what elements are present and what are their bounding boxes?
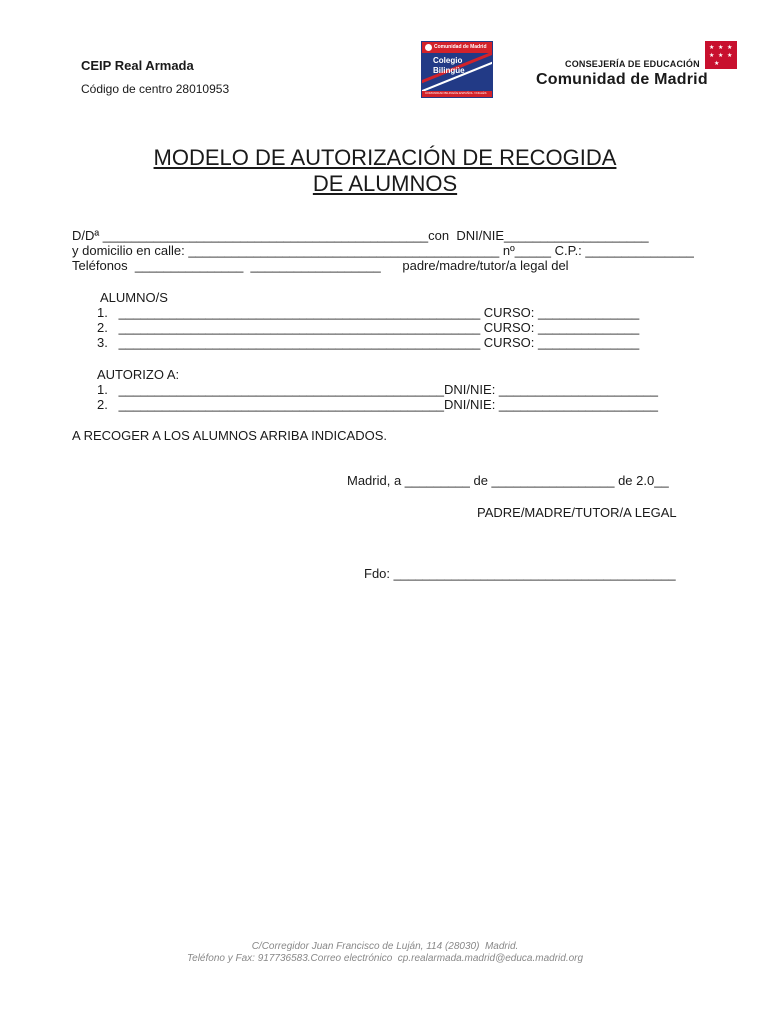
alumno-row[interactable]: 1. __________________________________________________ CURSO: ______________: [97, 305, 640, 320]
colegio-bilingue-logo: Comunidad de Madrid Colegio Bilingüe COMUNIDAD BILINGÜE ESPAÑOL / INGLÉS: [421, 41, 493, 98]
comunidad-madrid-logo: Comunidad de Madrid: [536, 71, 708, 88]
name-field-line[interactable]: D/Dª _____________________________________________con DNI/NIE____________________: [72, 228, 649, 243]
alumno-row[interactable]: 3. __________________________________________________ CURSO: ______________: [97, 335, 640, 350]
autorizo-label: AUTORIZO A:: [97, 367, 180, 382]
school-code: Código de centro 28010953: [81, 82, 230, 96]
alumnos-label: ALUMNO/S: [100, 290, 168, 305]
footer-contact: Teléfono y Fax: 917736583.Correo electrónico cp.realarmada.madrid@educa.madrid.org: [186, 953, 584, 964]
autorizado-row[interactable]: 2. _____________________________________________DNI/NIE: ______________________: [97, 397, 658, 412]
footer-address: C/Corregidor Juan Francisco de Luján, 114 (28030) Madrid.: [251, 941, 519, 952]
phones-field-line[interactable]: Teléfonos _______________ __________________ padre/madre/tutor/a legal del: [72, 258, 569, 273]
madrid-flag-icon: ★ ★ ★ ★ ★ ★ ★: [705, 41, 737, 69]
signer-role: PADRE/MADRE/TUTOR/A LEGAL: [477, 505, 677, 520]
autorizado-row[interactable]: 1. _____________________________________________DNI/NIE: ______________________: [97, 382, 658, 397]
consejeria-label: CONSEJERÍA DE EDUCACIÓN: [565, 59, 700, 69]
signature-field-line[interactable]: Fdo: _______________________________________: [364, 566, 676, 581]
address-field-line[interactable]: y domicilio en calle: ___________________________________________ nº_____ C.P.: _______________: [72, 243, 694, 258]
document-title-line1: MODELO DE AUTORIZACIÓN DE RECOGIDA: [153, 145, 617, 170]
school-name: CEIP Real Armada: [81, 58, 194, 73]
date-field-line[interactable]: Madrid, a _________ de _________________ de 2.0__: [347, 473, 669, 488]
alumno-row[interactable]: 2. __________________________________________________ CURSO: ______________: [97, 320, 640, 335]
document-title-line2: DE ALUMNOS: [312, 171, 458, 196]
recoger-statement: A RECOGER A LOS ALUMNOS ARRIBA INDICADOS.: [72, 428, 387, 443]
